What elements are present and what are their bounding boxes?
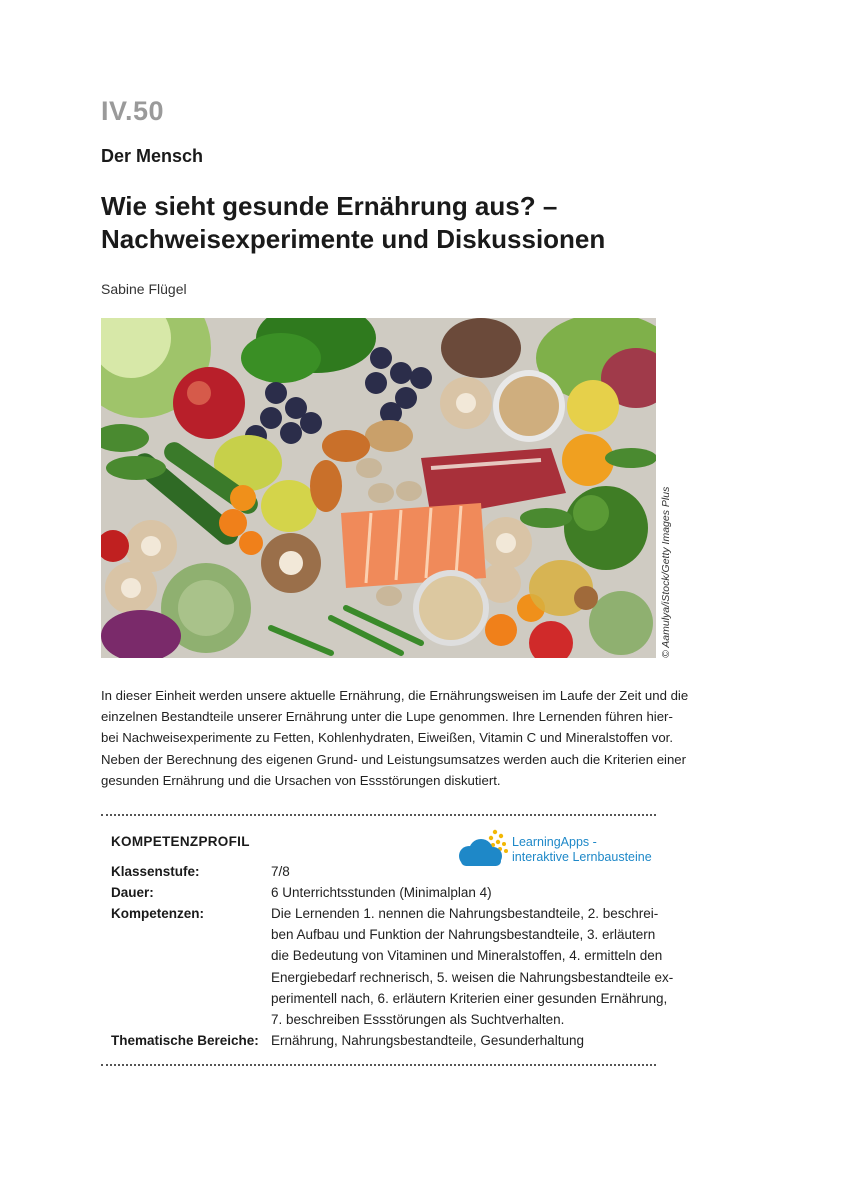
intro-line: gesunden Ernährung und die Ursachen von Essstörungen diskutiert. — [101, 772, 501, 788]
logo-line-2: interaktive Lernbausteine — [512, 850, 652, 864]
subject-heading: Der Mensch — [101, 146, 204, 166]
kompetenzen-line: perimentell nach, 6. erläutern Kriterien einer gesunden Ernährung, — [271, 990, 668, 1006]
kompetenzprofil-heading: KOMPETENZPROFIL — [111, 834, 250, 849]
dauer-value: 6 Unterrichtsstunden (Minimalplan 4) — [271, 885, 492, 900]
kompetenzen-label: Kompetenzen: — [111, 906, 205, 921]
kompetenzen-line: die Bedeutung von Vitaminen und Mineralstoffen, 4. ermitteln den — [271, 948, 663, 964]
intro-paragraph — [101, 685, 689, 791]
section-code: IV.50 — [101, 96, 165, 126]
kompetenzen-line: 7. beschreiben Essstörungen als Suchtverhalten. — [271, 1012, 565, 1028]
klassenstufe-value: 7/8 — [271, 864, 290, 879]
author-name: Sabine Flügel — [101, 281, 187, 297]
divider-bottom — [101, 1064, 656, 1066]
dauer-label: Dauer: — [111, 885, 154, 900]
intro-line: einzelnen Bestandteile unserer Ernährung unter die Lupe genommen. Ihre Lernenden führen hier- — [101, 709, 673, 725]
title-line-1: Wie sieht gesunde Ernährung aus? – — [101, 191, 558, 221]
title-line-2: Nachweisexperimente und Diskussionen — [101, 224, 606, 254]
klassenstufe-label: Klassenstufe: — [111, 864, 200, 879]
photo-credit: © Aamulya/iStock/Getty Images Plus — [660, 486, 672, 658]
bereiche-label: Thematische Bereiche: — [111, 1033, 259, 1048]
intro-line: Neben der Berechnung des eigenen Grund- und Leistungsumsatzes werden auch die Kriterien einer — [101, 751, 687, 767]
bereiche-value: Ernährung, Nahrungsbestandteile, Gesunderhaltung — [271, 1033, 584, 1048]
kompetenzen-value — [271, 903, 674, 1030]
kompetenzen-line: Energiebedarf rechnerisch, 5. weisen die Nahrungsbestandteile ex- — [271, 969, 674, 985]
intro-line: bei Nachweisexperimente zu Fetten, Kohlenhydraten, Eiweißen, Vitamin C und Mineralstoffen vor. — [101, 730, 674, 746]
kompetenzen-line: Die Lernenden 1. nennen die Nahrungsbestandteile, 2. beschrei- — [271, 906, 659, 921]
logo-line-1: LearningApps - — [512, 835, 597, 849]
food-photo — [101, 318, 656, 658]
kompetenzen-line: ben Aufbau und Funktion der Nahrungsbestandteile, 3. erläutern — [271, 927, 656, 943]
food-illustration — [101, 318, 656, 658]
intro-line: In dieser Einheit werden unsere aktuelle Ernährung, die Ernährungsweisen im Laufe der Zeit und die — [101, 688, 689, 703]
divider-top — [101, 814, 656, 816]
page-title — [101, 190, 701, 256]
